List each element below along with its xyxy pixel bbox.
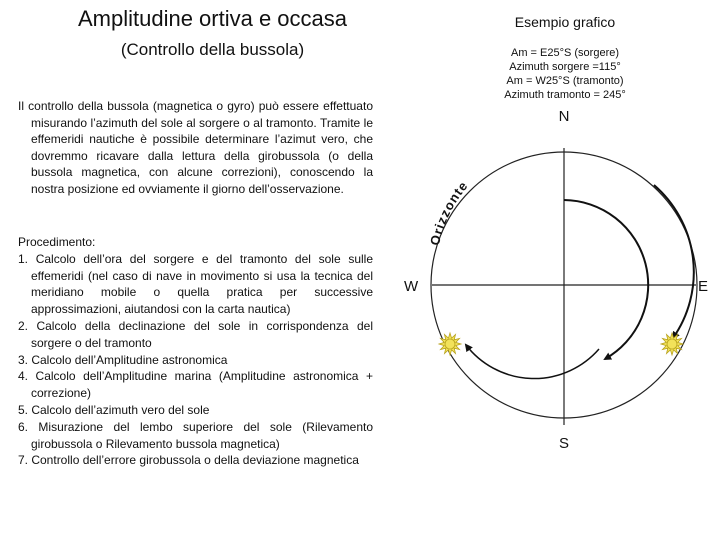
sunrise-azimuth-arc (654, 185, 694, 338)
example-line-sunrise-amplitude: Am = E25°S (sorgere) (510, 47, 620, 59)
example-line-sunrise-azimuth: Azimuth sorgere =115° (509, 61, 621, 73)
sunset-sun-icon (439, 333, 461, 355)
procedure-step: 3. Calcolo dell’Amplitudine astronomica (18, 352, 228, 367)
page-subtitle: (Controllo della bussola) (120, 40, 305, 59)
example-title: Esempio grafico (514, 14, 616, 30)
south-label: S (558, 435, 570, 452)
horizon-label (427, 178, 471, 247)
procedure-step: 6. Misurazione del lembo superiore del sole (Rilevamento girobussola o Rilevamento bussola magnetica) (18, 419, 373, 451)
sunset-path-arc (466, 345, 599, 379)
procedure-step: 7. Controllo dell’errore girobussola o della deviazione magnetica (18, 453, 359, 468)
procedure-step: 1. Calcolo dell’ora del sorgere e del tramonto del sole sulle effemeridi (nel caso di nave in movimento si usa la tecnica del meridiano mobile o quella pratica per successive approssimazioni, aiutandosi con la carta nautica) (18, 251, 373, 317)
meridian-arc-inner (564, 200, 648, 359)
horizon-label-text: Orizzonte (426, 177, 471, 247)
procedure-step: 5. Calcolo dell’azimuth vero del sole (18, 402, 210, 417)
page-title: Amplitudine ortiva e occasa (77, 6, 348, 31)
procedure-heading: Procedimento: (18, 235, 96, 249)
example-line-sunset-azimuth: Azimuth tramonto = 245° (504, 89, 626, 101)
west-label: W (404, 278, 419, 295)
procedure-step: 4. Calcolo dell’Amplitudine marina (Amplitudine astronomica + correzione) (18, 369, 373, 401)
sun-disc (667, 339, 677, 349)
procedure-step: 2. Calcolo della declinazione del sole in corrispondenza del sorgere o del tramonto (18, 318, 373, 350)
east-label: E (698, 278, 709, 295)
sun-disc (445, 339, 455, 349)
intro-text: Il controllo della bussola (magnetica o gyro) può essere effettuato misurando l’azimuth del sole al sorgere o al tramonto. Tramite le effemeridi nautiche è possibile determinare l’azimut vero, che dovremmo ricavare dalla lettura della girobussola (o della bussola magnetica, con alcune correzioni), conoscendo la nostra posizione ed ovviamente il giorno dell’osservazione. (18, 99, 373, 196)
example-line-sunset-amplitude: Am = W25°S (tramonto) (506, 75, 624, 87)
north-label: N (558, 108, 570, 125)
